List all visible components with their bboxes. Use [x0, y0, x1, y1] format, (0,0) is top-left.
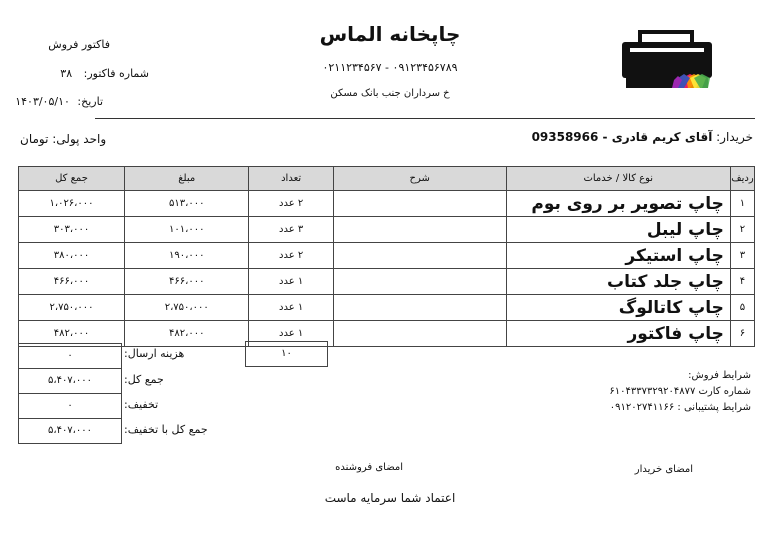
shipping-label: هزینه ارسال: — [124, 347, 185, 360]
cell-service: چاپ استیکر — [506, 243, 730, 269]
terms-title: شرایط فروش: — [688, 370, 751, 381]
cell-index: ۶ — [730, 321, 754, 347]
cell-price: ۱۰۱،۰۰۰ — [125, 217, 249, 243]
table-row — [19, 243, 755, 269]
cell-index: ۵ — [730, 295, 754, 321]
cell-service: چاپ فاکتور — [506, 321, 730, 347]
grand-total-value: ۵،۴۰۷،۰۰۰ — [18, 418, 122, 444]
cell-service: چاپ کاتالوگ — [506, 295, 730, 321]
cell-price: ۲،۷۵۰،۰۰۰ — [125, 295, 249, 321]
total-label: جمع کل: — [124, 373, 164, 386]
cell-desc — [333, 217, 506, 243]
cell-desc — [333, 243, 506, 269]
buyer-name: آقای کریم قادری - 09358966 — [531, 130, 713, 144]
cell-desc — [333, 321, 506, 347]
col-header-qty: تعداد — [249, 167, 333, 191]
cell-total: ۳۰۳،۰۰۰ — [19, 217, 125, 243]
cell-service: چاپ جلد کتاب — [506, 269, 730, 295]
invoice-number — [60, 67, 149, 80]
invoice-number-value: ۳۸ — [60, 67, 73, 80]
cell-desc — [333, 269, 506, 295]
discount-value: ۰ — [18, 393, 122, 419]
shipping-value: ۰ — [18, 343, 122, 369]
cell-qty: ۲ عدد — [249, 191, 333, 217]
invoice-date — [15, 95, 103, 108]
terms-card: شماره کارت ۶۱۰۴۳۳۷۳۲۹۲۰۴۸۷۷ — [609, 386, 751, 397]
table-row — [19, 217, 755, 243]
invoice-date-value: ۱۴۰۳/۰۵/۱۰ — [15, 95, 70, 108]
cell-total: ۴۶۶،۰۰۰ — [19, 269, 125, 295]
col-header-index: ردیف — [730, 167, 754, 191]
cell-service: چاپ لیبل — [506, 217, 730, 243]
table-header-row — [19, 167, 755, 191]
cell-index: ۴ — [730, 269, 754, 295]
cell-index: ۱ — [730, 191, 754, 217]
cell-total: ۱،۰۲۶،۰۰۰ — [19, 191, 125, 217]
cell-qty: ۱ عدد — [249, 269, 333, 295]
total-value: ۵،۴۰۷،۰۰۰ — [18, 368, 122, 394]
items-table — [18, 166, 755, 347]
col-header-total: جمع کل — [19, 167, 125, 191]
table-row — [19, 295, 755, 321]
col-header-service: نوع کالا / خدمات — [506, 167, 730, 191]
cell-total: ۴۸۲،۰۰۰ — [19, 321, 125, 347]
buyer-info — [532, 130, 753, 144]
currency-unit: واحد پولی: تومان — [20, 132, 107, 146]
buyer-label: خریدار: — [716, 130, 753, 144]
cell-desc — [333, 191, 506, 217]
cell-qty: ۱ عدد — [249, 295, 333, 321]
grand-total-label: جمع کل با تخفیف: — [124, 423, 208, 436]
qty-total: ۱۰ — [245, 341, 328, 367]
table-row — [19, 191, 755, 217]
company-address: خ سرداران جنب بانک مسکن — [330, 88, 450, 99]
header-divider — [95, 118, 755, 119]
invoice-type: فاکتور فروش — [48, 38, 110, 51]
cell-qty: ۲ عدد — [249, 243, 333, 269]
cell-service: چاپ تصویر بر روی بوم — [506, 191, 730, 217]
discount-label: تخفیف: — [124, 398, 159, 411]
cell-total: ۳۸۰،۰۰۰ — [19, 243, 125, 269]
cell-price: ۵۱۳،۰۰۰ — [125, 191, 249, 217]
invoice-number-label: شماره فاکتور: — [83, 67, 149, 80]
col-header-desc: شرح — [333, 167, 506, 191]
table-row — [19, 269, 755, 295]
cell-price: ۴۸۲،۰۰۰ — [125, 321, 249, 347]
cell-index: ۲ — [730, 217, 754, 243]
seller-signature: امضای فروشنده — [335, 462, 403, 473]
cell-desc — [333, 295, 506, 321]
cell-qty: ۱ عدد — [249, 321, 333, 347]
cell-index: ۳ — [730, 243, 754, 269]
cell-price: ۴۶۶،۰۰۰ — [125, 269, 249, 295]
table-row — [19, 321, 755, 347]
invoice-date-label: تاریخ: — [77, 95, 103, 108]
footer-slogan: اعتماد شما سرمایه ماست — [324, 491, 456, 505]
cell-qty: ۳ عدد — [249, 217, 333, 243]
printer-icon — [620, 28, 714, 90]
cell-price: ۱۹۰،۰۰۰ — [125, 243, 249, 269]
company-phones: ۰۹۱۲۳۴۵۶۷۸۹ - ۰۲۱۱۲۳۴۵۶۷ — [322, 61, 458, 74]
company-name: چاپخانه الماس — [319, 22, 461, 46]
cell-total: ۲،۷۵۰،۰۰۰ — [19, 295, 125, 321]
terms-support: شرایط پشتیبانی : ۰۹۱۲۰۲۷۴۱۱۶۶ — [609, 402, 751, 413]
buyer-signature: امضای خریدار — [634, 464, 693, 475]
col-header-price: مبلغ — [125, 167, 249, 191]
